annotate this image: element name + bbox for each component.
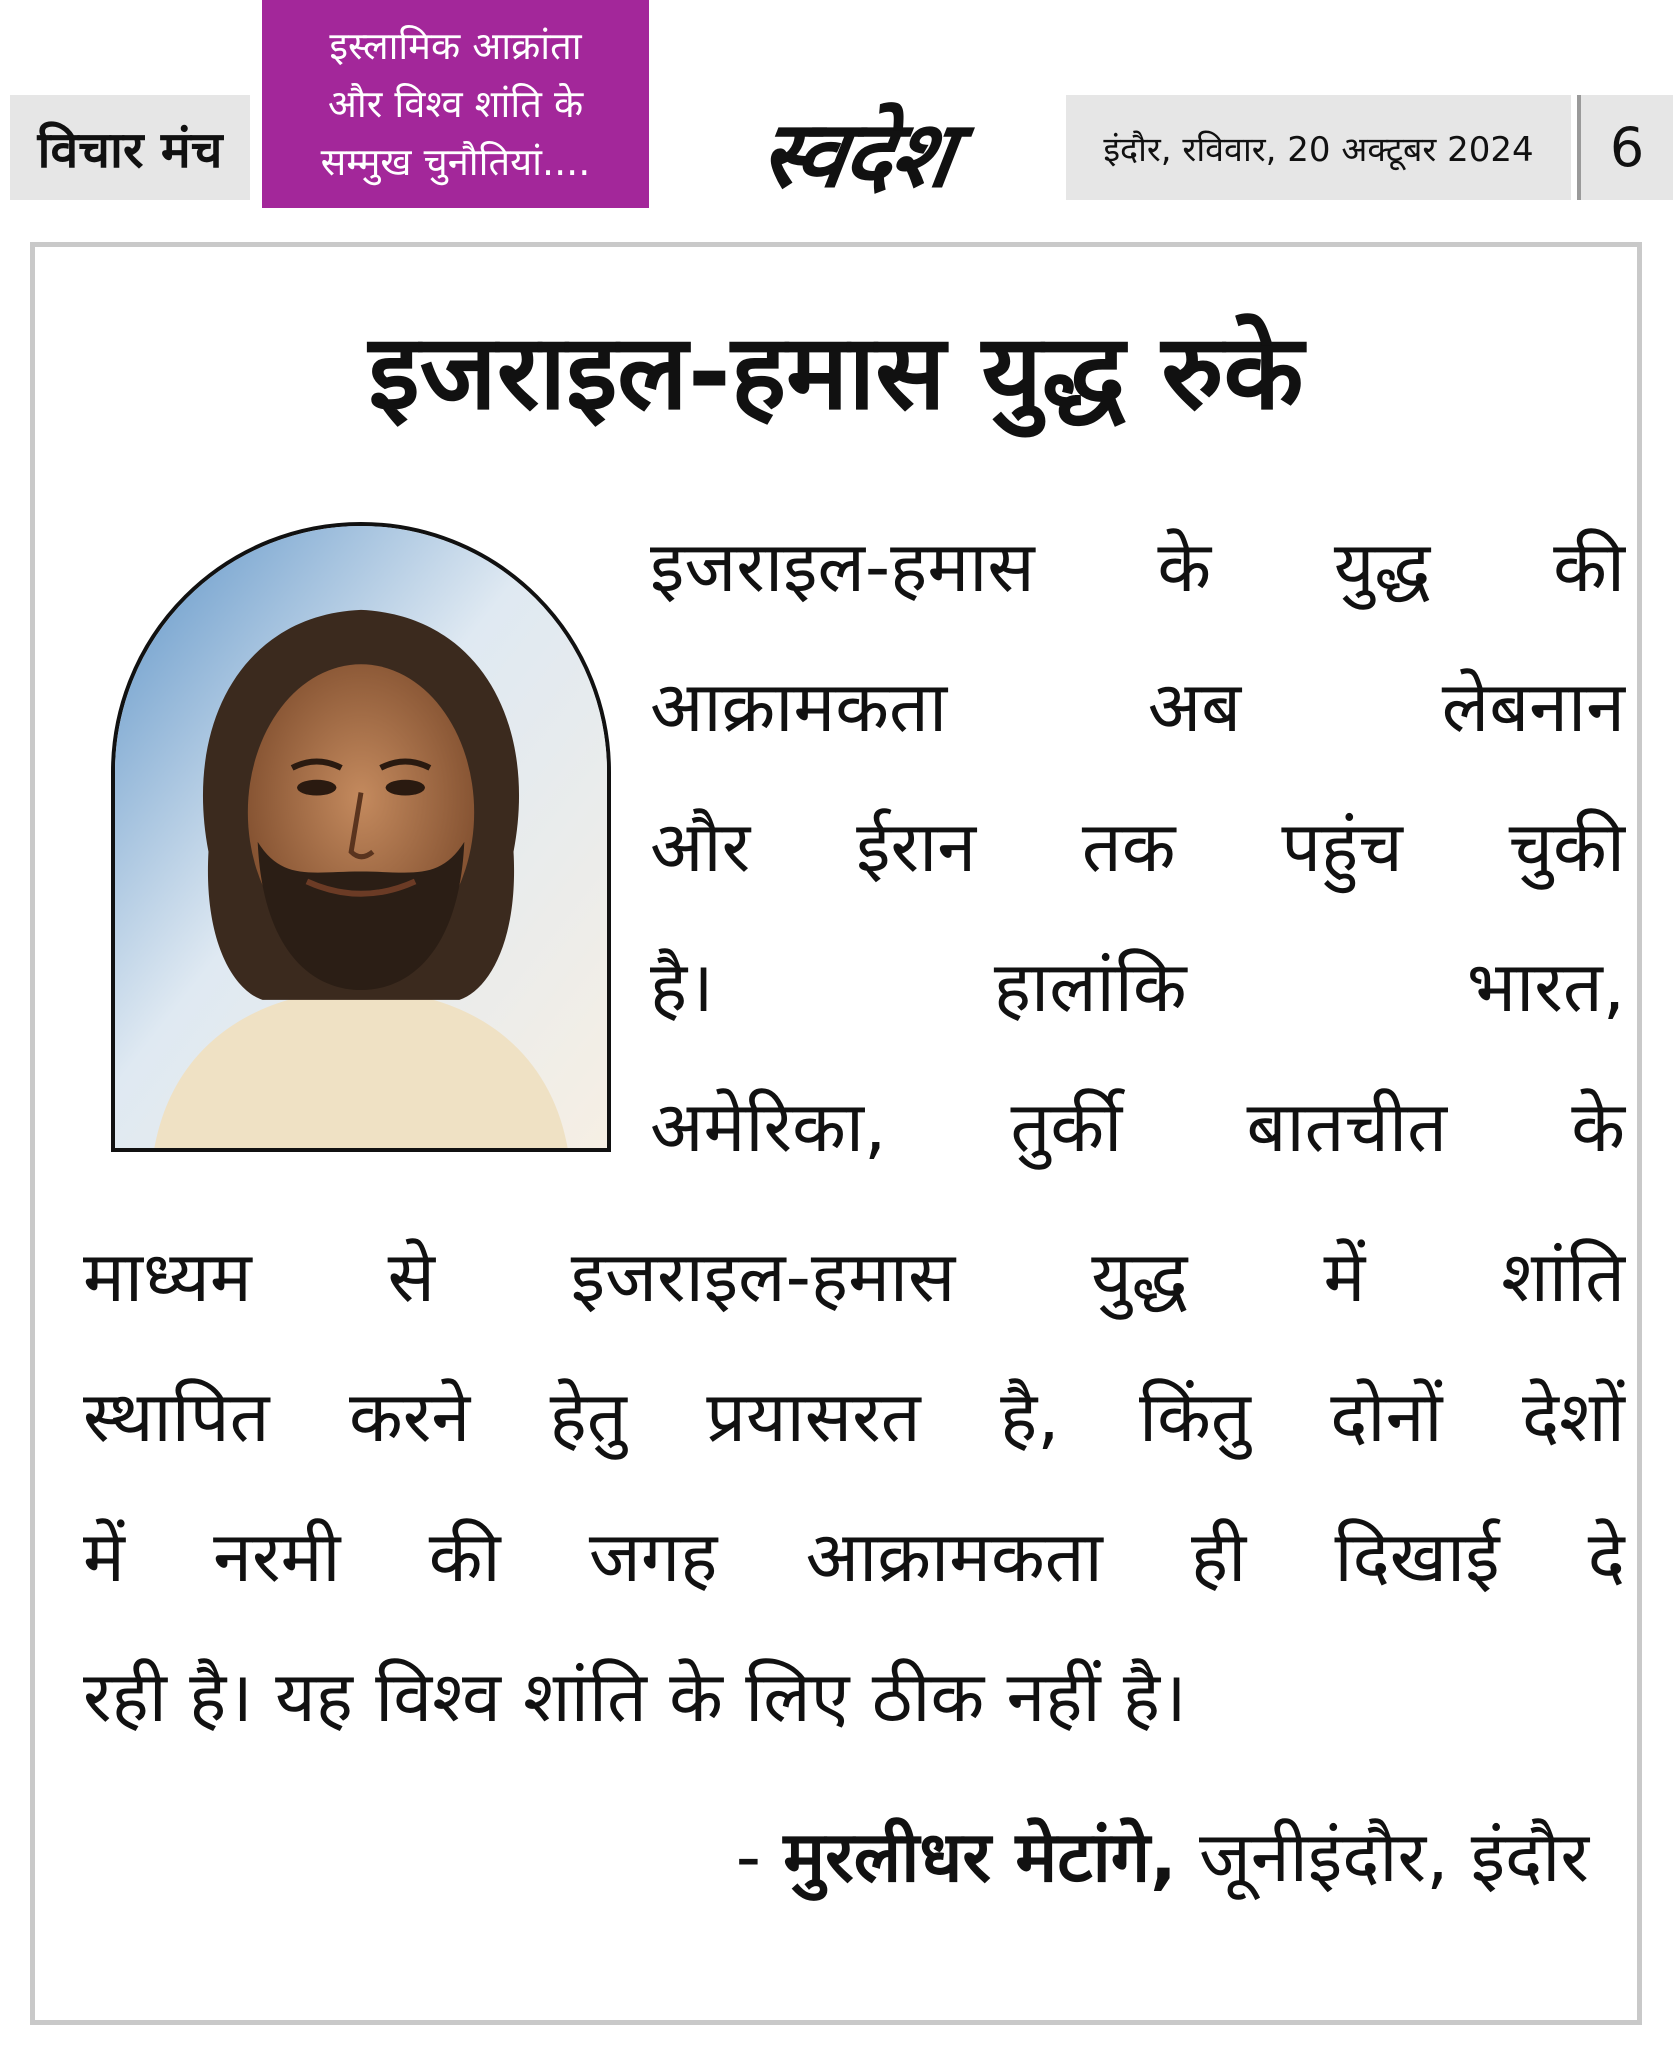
word: हेतु — [549, 1376, 627, 1458]
sentence: रही है। यह विश्व शांति के लिए ठीक नहीं है। — [83, 1656, 1187, 1738]
word: किंतु — [1139, 1376, 1251, 1458]
word: युद्ध — [1333, 526, 1431, 608]
word: तुर्की — [1010, 1086, 1123, 1168]
word: शांति — [1501, 1236, 1625, 1318]
word: है। — [650, 946, 714, 1028]
word: दोनों — [1330, 1376, 1443, 1458]
word: बातचीत — [1246, 1086, 1447, 1168]
word: इजराइल-हमास — [650, 526, 1035, 608]
byline — [736, 1787, 1589, 1927]
teaser-line: सम्मुख चुनौतियां.... — [320, 140, 591, 184]
word: ही — [1190, 1516, 1247, 1598]
word: दिखाई — [1334, 1516, 1500, 1598]
page-number: 6 — [1577, 95, 1673, 200]
section-label: विचार मंच — [10, 95, 250, 200]
word: भारत, — [1466, 946, 1625, 1028]
paragraph-line — [83, 1627, 1625, 1767]
word: लेबनान — [1441, 666, 1625, 748]
word: अमेरिका, — [650, 1086, 887, 1168]
masthead — [0, 0, 1673, 210]
portrait-icon — [115, 526, 607, 1148]
paragraph-line — [83, 1487, 1625, 1627]
paragraph-line — [650, 1057, 1625, 1197]
word: से — [387, 1236, 435, 1318]
word: में — [83, 1516, 125, 1598]
teaser-line: इस्लामिक आक्रांता — [329, 24, 582, 68]
teaser-line: और विश्व शांति के — [327, 82, 584, 126]
dateline: इंदौर, रविवार, 20 अक्टूबर 2024 — [1066, 95, 1571, 200]
paragraph-line — [650, 497, 1625, 637]
logo-text: स्वदेश — [753, 100, 960, 208]
word: ईरान — [856, 806, 977, 888]
word: पहुंच — [1281, 806, 1403, 888]
word: के — [1571, 1086, 1625, 1168]
paragraph-line — [650, 917, 1625, 1057]
byline-author: मुरलीधर मेटांगे, — [783, 1816, 1177, 1898]
word: की — [1553, 526, 1625, 608]
word: इजराइल-हमास — [570, 1236, 956, 1318]
portrait-photo — [111, 522, 611, 1152]
word: नरमी — [213, 1516, 341, 1598]
word: आक्रामकता — [805, 1516, 1103, 1598]
word: जगह — [588, 1516, 718, 1598]
word: माध्यम — [83, 1236, 252, 1318]
teaser-box[interactable] — [262, 0, 649, 208]
word: और — [650, 806, 751, 888]
paragraph-line — [650, 637, 1625, 777]
article — [30, 242, 1642, 2025]
word: प्रयासरत — [706, 1376, 921, 1458]
byline-dash: - — [735, 1816, 762, 1898]
word: अब — [1147, 666, 1242, 748]
word: दे — [1587, 1516, 1625, 1598]
word: आक्रामकता — [650, 666, 948, 748]
word: हालांकि — [993, 946, 1187, 1028]
paragraph-line — [650, 777, 1625, 917]
word: के — [1157, 526, 1212, 608]
word: है, — [1000, 1376, 1060, 1458]
word: में — [1323, 1236, 1366, 1318]
word: तक — [1081, 806, 1176, 888]
word: स्थापित — [83, 1376, 270, 1458]
paragraph-line — [83, 1347, 1625, 1487]
word: करने — [348, 1376, 471, 1458]
byline-place: जूनीइंदौर, इंदौर — [1198, 1816, 1589, 1898]
word: चुकी — [1508, 806, 1625, 888]
word: देशों — [1522, 1376, 1625, 1458]
paragraph-line — [83, 1207, 1625, 1347]
word: की — [428, 1516, 501, 1598]
headline: इजराइल-हमास युद्ध रुके — [368, 311, 1304, 433]
newspaper-logo — [672, 95, 1042, 208]
word: युद्ध — [1091, 1236, 1188, 1318]
